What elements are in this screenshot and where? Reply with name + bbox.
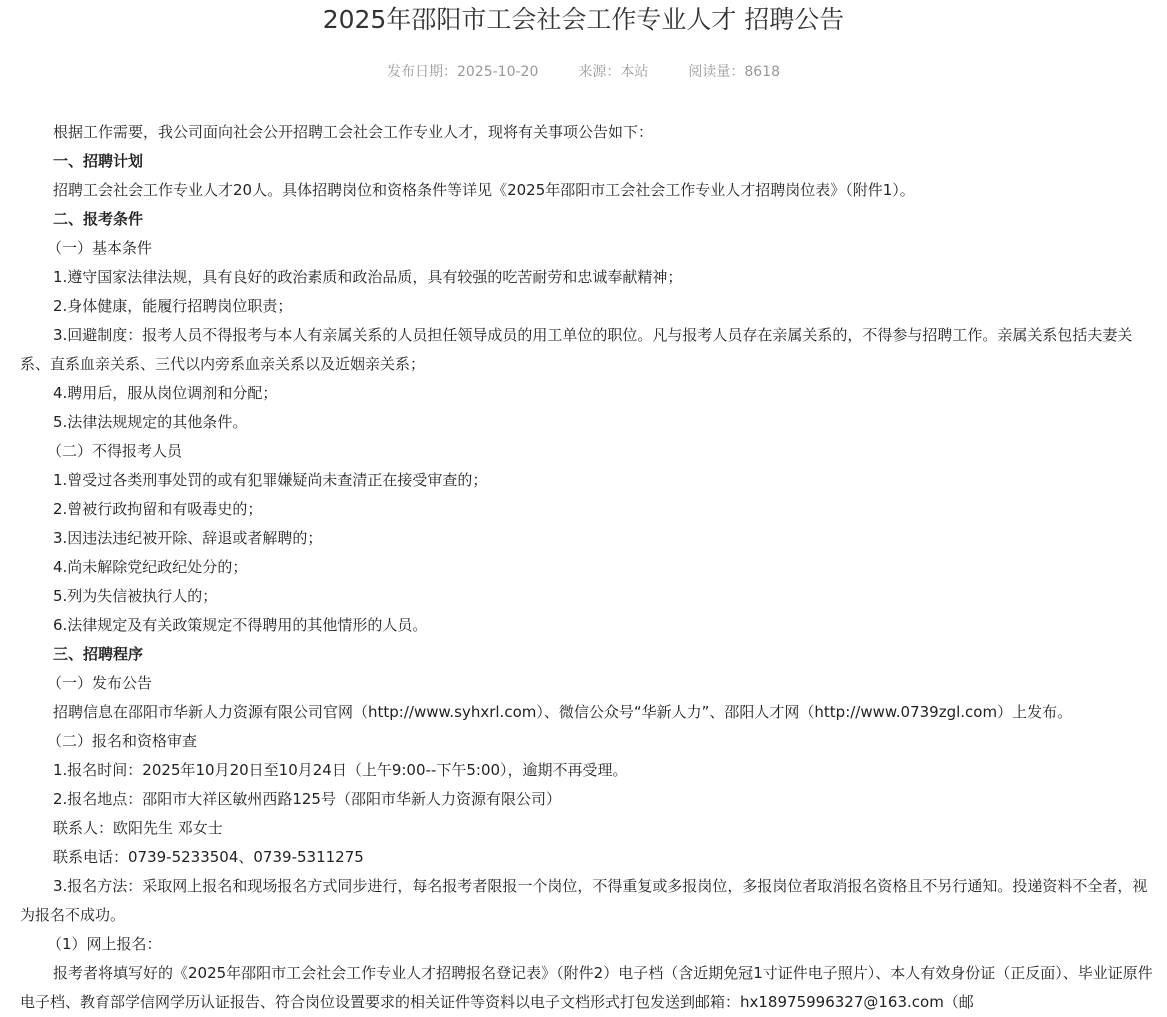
- article-source: 来源：本站: [578, 64, 649, 80]
- subsection-heading: （一）发布公告: [47, 674, 153, 692]
- paragraph: 招聘信息在邵阳市华新人力资源有限公司官网（http://www.syhxrl.com）、微信公众号“华新人力”、邵阳人才网（http://www.0739zgl.com）上发布。: [53, 703, 1073, 721]
- list-item: 5.列为失信被执行人的；: [53, 587, 218, 605]
- paragraph-intro: 根据工作需要，我公司面向社会公开招聘工会社会工作专业人才，现将有关事项公告如下：: [53, 123, 654, 141]
- list-item: 3.报名方法：采取网上报名和现场报名方式同步进行，每名报考者限报一个岗位，不得重复或多报岗位，多报岗位者取消报名资格且不另行通知。投递资料不全者，视为报名不成功。: [20, 877, 1148, 924]
- list-item: 1.报名时间：2025年10月20日至10月24日（上午9:00--下午5:00），逾期不再受理。: [53, 761, 628, 779]
- list-item: 3.回避制度：报考人员不得报考与本人有亲属关系的人员担任领导成员的用工单位的职位。凡与报考人员存在亲属关系的，不得参与招聘工作。亲属关系包括夫妻关系、直系血亲关系、三代以内旁系血亲关系以及近姻亲关系；: [20, 326, 1133, 373]
- article-meta: [0, 62, 1167, 82]
- subsection-heading: （二）不得报考人员: [47, 442, 183, 460]
- contact-person: 联系人：欧阳先生 邓女士: [53, 819, 223, 837]
- list-item: 6.法律规定及有关政策规定不得聘用的其他情形的人员。: [53, 616, 428, 634]
- section-heading: 一、招聘计划: [53, 152, 144, 170]
- publish-date: 发布日期：2025-10-20: [386, 64, 539, 80]
- article-body: [20, 118, 1160, 1017]
- list-item: 2.曾被行政拘留和有吸毒史的；: [53, 500, 263, 518]
- view-count: 阅读量：8618: [688, 64, 780, 80]
- section-heading: 三、招聘程序: [53, 645, 144, 663]
- list-item: 3.因违法违纪被开除、辞退或者解聘的；: [53, 529, 323, 547]
- list-item: 2.身体健康，能履行招聘岗位职责；: [53, 297, 293, 315]
- list-item: 1.遵守国家法律法规，具有良好的政治素质和政治品质，具有较强的吃苦耐劳和忠诚奉献精神；: [53, 268, 683, 286]
- paragraph: 招聘工会社会工作专业人才20人。具体招聘岗位和资格条件等详见《2025年邵阳市工会社会工作专业人才招聘岗位表》（附件1）。: [53, 181, 915, 199]
- list-item: 4.聘用后，服从岗位调剂和分配；: [53, 384, 278, 402]
- subsection-heading: （一）基本条件: [47, 239, 153, 257]
- page-title: 2025年邵阳市工会社会工作专业人才 招聘公告: [322, 5, 845, 34]
- section-heading: 二、报考条件: [53, 210, 144, 228]
- paragraph: 报考者将填写好的《2025年邵阳市工会社会工作专业人才招聘报名登记表》（附件2）电子档（含近期免冠1寸证件电子照片）、本人有效身份证（正反面）、毕业证原件电子档、教育部学信网学历认证报告、符合岗位设置要求的相关证件等资料以电子文档形式打包发送到邮箱：hx18975996327@163.com（邮: [20, 964, 1153, 1011]
- list-item: 2.报名地点：邵阳市大祥区敏州西路125号（邵阳市华新人力资源有限公司）: [53, 790, 561, 808]
- list-item: 1.曾受过各类刑事处罚的或有犯罪嫌疑尚未查清正在接受审查的；: [53, 471, 488, 489]
- contact-phone: 联系电话：0739-5233504、0739-5311275: [53, 848, 364, 866]
- list-item: 5.法律法规规定的其他条件。: [53, 413, 248, 431]
- subsection-heading: （二）报名和资格审查: [47, 732, 198, 750]
- subsection-heading: （1）网上报名：: [47, 935, 162, 953]
- list-item: 4.尚未解除党纪政纪处分的；: [53, 558, 248, 576]
